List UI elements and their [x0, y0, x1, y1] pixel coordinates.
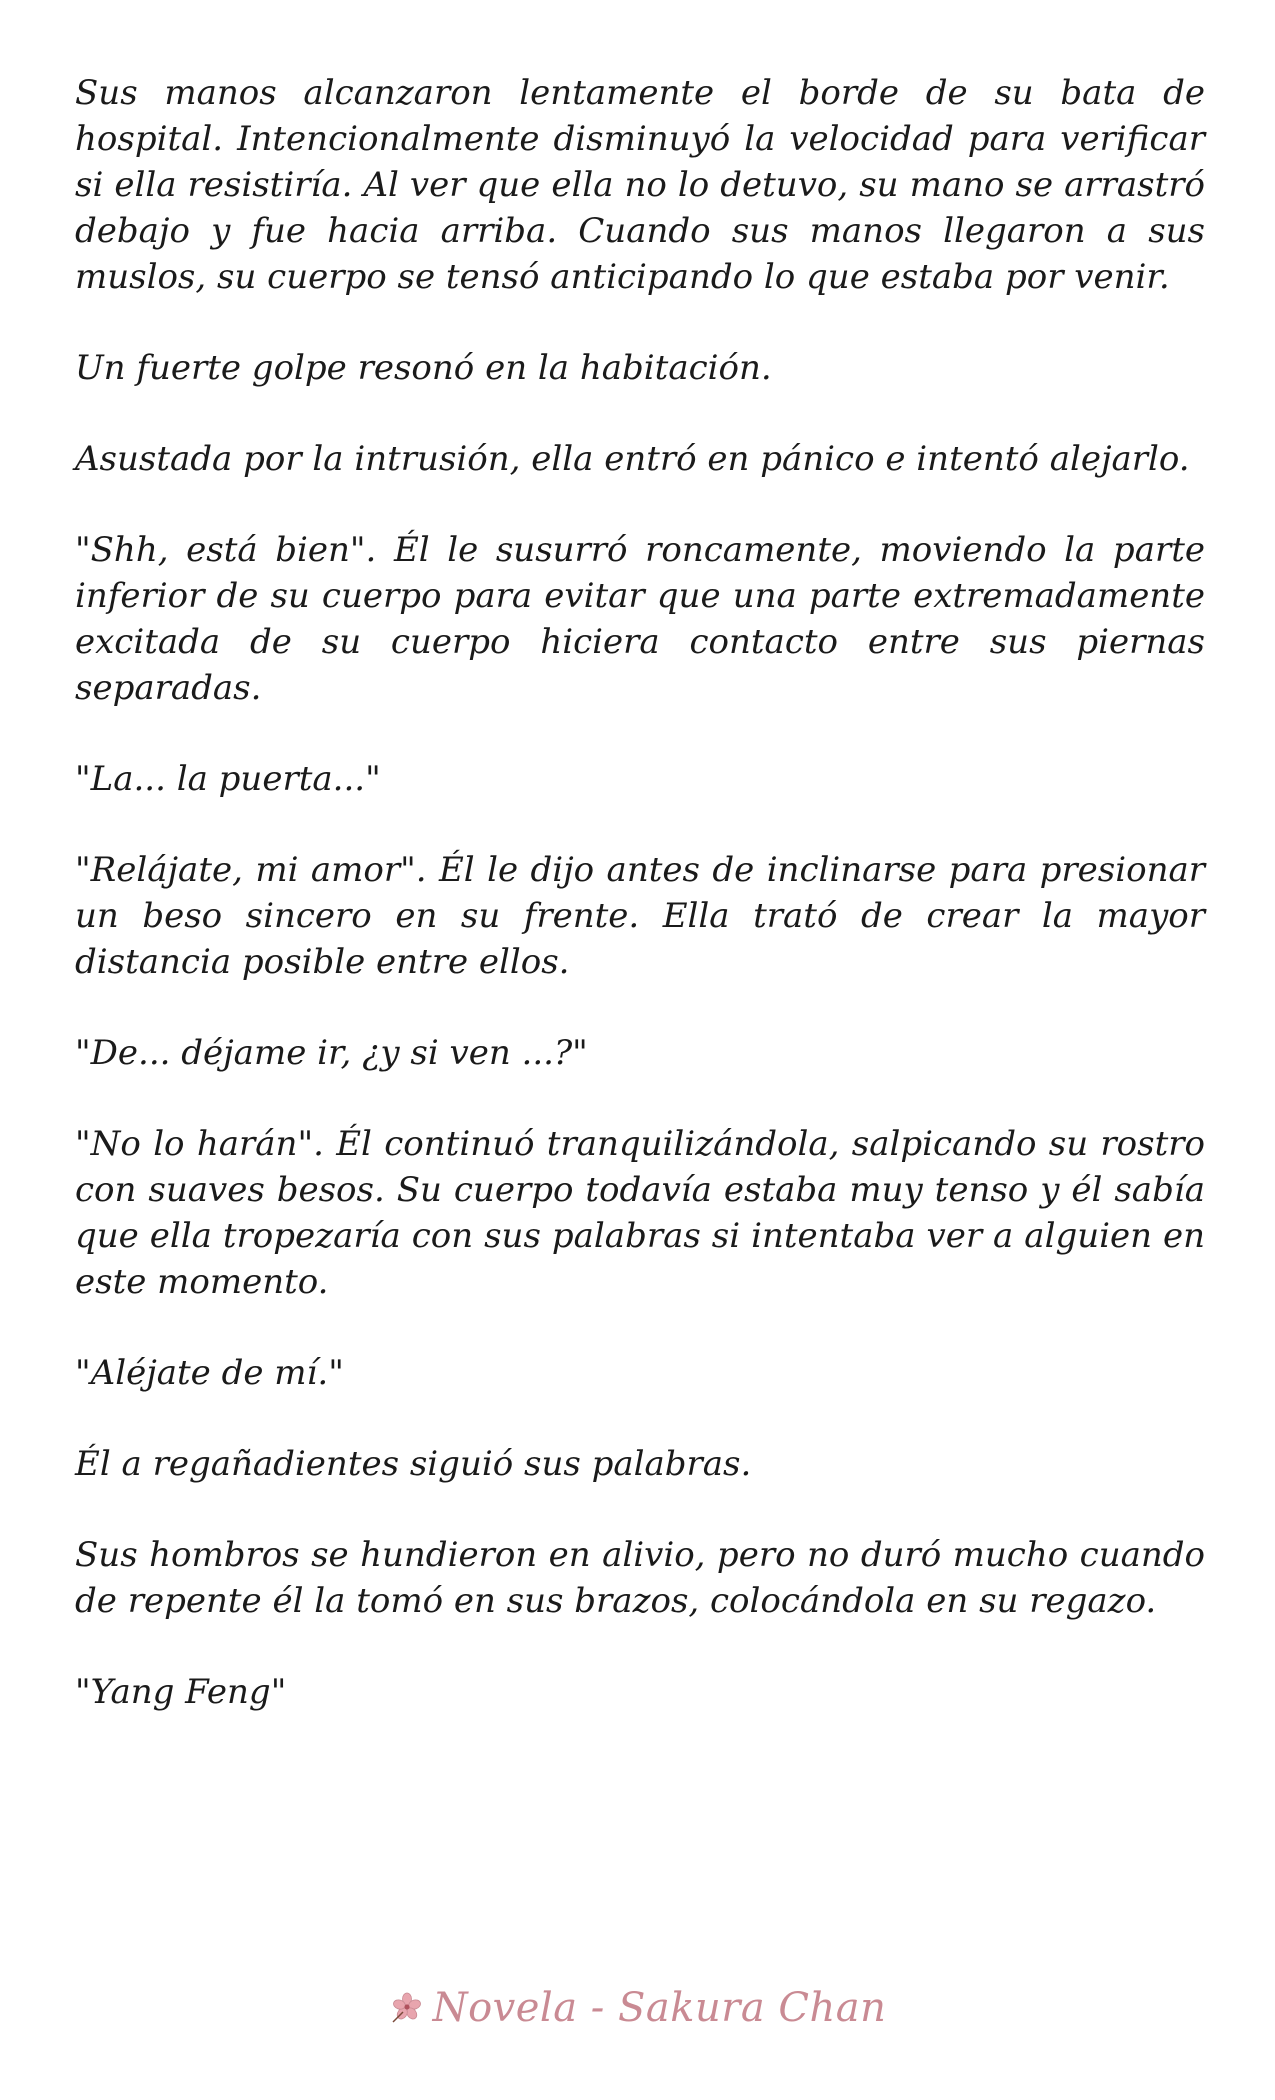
watermark-text: Novela - Sakura Chan — [432, 1985, 887, 2031]
paragraph-1: Sus manos alcanzaron lentamente el borde de su bata de hospital. Intencionalmente disminuyó la velocidad para verificar si ella resistiría. Al ver que ella no lo detuvo, su mano se arrastró debajo y fue hacia arriba. Cuando sus manos llegaron a sus muslos, su cuerpo se tensó anticipando lo que estaba por venir. — [75, 73, 1205, 297]
cherry-blossom-icon — [389, 1990, 425, 2026]
paragraph-5: "La... la puerta..." — [75, 759, 381, 799]
paragraph-7: "De... déjame ir, ¿y si ven ...?" — [75, 1033, 588, 1073]
paragraph-4: "Shh, está bien". Él le susurró roncamente, moviendo la parte inferior de su cuerpo para evitar que una parte extremadamente excitada de su cuerpo hiciera contacto entre sus piernas separadas. — [75, 530, 1205, 708]
paragraph-11: Sus hombros se hundieron en alivio, pero no duró mucho cuando de repente él la tomó en sus brazos, colocándola en su regazo. — [75, 1535, 1205, 1621]
document-body — [75, 70, 1205, 1760]
footer-watermark — [0, 1985, 1275, 2031]
paragraph-3: Asustada por la intrusión, ella entró en pánico e intentó alejarlo. — [75, 439, 1190, 479]
paragraph-2: Un fuerte golpe resonó en la habitación. — [75, 348, 772, 388]
paragraph-8: "No lo harán". Él continuó tranquilizándola, salpicando su rostro con suaves besos. Su cuerpo todavía estaba muy tenso y él sabía que ella tropezaría con sus palabras si intentaba ver a alguien en este momento. — [75, 1124, 1205, 1302]
paragraph-10: Él a regañadientes siguió sus palabras. — [75, 1444, 752, 1484]
paragraph-6: "Relájate, mi amor". Él le dijo antes de inclinarse para presionar un beso sincero en su frente. Ella trató de crear la mayor distancia posible entre ellos. — [75, 850, 1205, 982]
paragraph-9: "Aléjate de mí." — [75, 1353, 344, 1393]
paragraph-12: "Yang Feng" — [75, 1672, 287, 1712]
